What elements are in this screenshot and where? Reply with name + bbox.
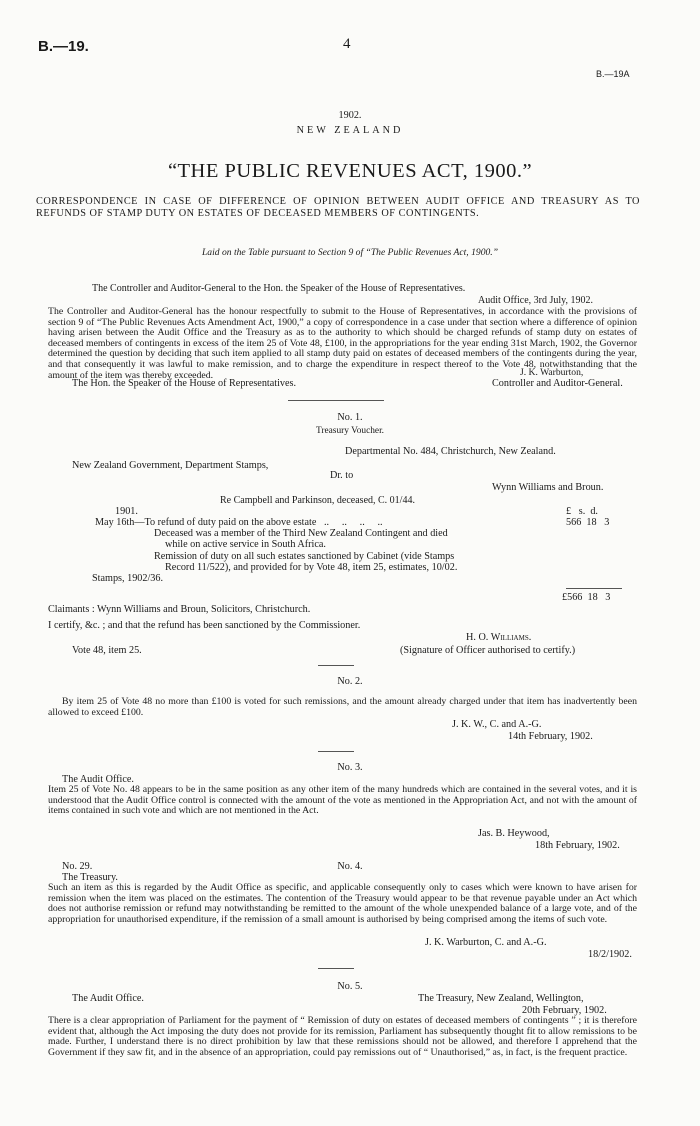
no4-number: No. 4. bbox=[337, 861, 363, 872]
year: 1902. bbox=[338, 110, 362, 121]
no1-year: 1901. bbox=[115, 506, 138, 517]
no3-date: 18th February, 1902. bbox=[535, 840, 620, 851]
no2-signer: J. K. W., C. and A.-G. bbox=[452, 719, 542, 730]
no1-claimants: Claimants : Wynn Williams and Broun, Solicitors, Christchurch. bbox=[48, 604, 311, 615]
header-left: B.—19. bbox=[38, 38, 89, 55]
no2-body: By item 25 of Vote 48 no more than £100 is voted for such remissions, and the amount already charged under that item has inadvertently been allowed to exceed £100. bbox=[48, 696, 637, 718]
divider bbox=[318, 665, 354, 666]
letter1-body: The Controller and Auditor-General has the honour respectfully to submit to the House of Representatives, in accordance with the provisions of section 9 of “The Public Revenues Acts Amendment Act, 1900,” a copy of correspondence in a case under that section where a difference of opinion having arisen between the Audit Office and the Treasury as as to the authority to which should be charged refunds of stamp duty on estates of deceased members of contingents in excess of the item 25 of Vote 48, £100, in the appropriations for the year ending 31st March, 1902, the Governor determined the question by deciding that such item applied to all stamp duty paid on estates of deceased members of the contingents during the year, and that consequently it was lawful to make remission, and to charge the expenditure in respect thereof to the Vote 48, notwithstanding that the amount of the item was thereby exceeded. bbox=[48, 306, 637, 381]
no4-date: 18/2/1902. bbox=[588, 949, 632, 960]
letter1-signer: J. K. Warburton, bbox=[520, 367, 584, 378]
subtitle: CORRESPONDENCE IN CASE OF DIFFERENCE OF OPINION BETWEEN AUDIT OFFICE AND TREASURY AS TO REFUNDS OF STAMP DUTY ON ESTATES OF DECEASED MEMBERS OF CONTINGENTS. bbox=[36, 196, 640, 219]
no5-body: There is a clear appropriation of Parliament for the payment of “ Remission of duty on estates of deceased members of contingents ” ; it is therefore evident that, although the Act imposing the duty does not provide for its remission, Parliament has subsequently thought fit to allow remissions to be made. Further, I understand there is no direct prohibition by law that these remissions should not be allowed, and therefore I apprehend that the Government if they saw fit, and in the absence of an appropriation, could pay remissions out of “ Unauthorised,” as, in fact, is the frequent practice. bbox=[48, 1015, 637, 1058]
page-number: 4 bbox=[343, 36, 351, 52]
divider bbox=[318, 968, 354, 969]
letter1-place-date: Audit Office, 3rd July, 1902. bbox=[478, 295, 593, 306]
no1-dept-no: Departmental No. 484, Christchurch, New Zealand. bbox=[345, 446, 556, 457]
header-right: B.—19A bbox=[596, 69, 630, 79]
no4-ref: No. 29. bbox=[62, 861, 93, 872]
no5-number: No. 5. bbox=[337, 981, 363, 992]
no1-number: No. 1. bbox=[337, 412, 363, 423]
no1-amount: 566 18 3 bbox=[566, 517, 610, 528]
no5-date: 20th February, 1902. bbox=[522, 1005, 607, 1016]
no1-stamps: Stamps, 1902/36. bbox=[92, 573, 164, 584]
no4-to: The Treasury. bbox=[62, 872, 118, 883]
no2-number: No. 2. bbox=[337, 676, 363, 687]
no1-line3: while on active service in South Africa. bbox=[165, 539, 326, 550]
letter1-addressee: The Hon. the Speaker of the House of Representatives. bbox=[72, 378, 297, 389]
total-rule bbox=[566, 588, 622, 589]
no1-vote: Vote 48, item 25. bbox=[72, 645, 142, 656]
no3-body: Item 25 of Vote No. 48 appears to be in the same position as any other item of the many hundreds which are contained in the several votes, and it is understood that the Audit Office control is connected with the amount of the vote as mentioned in the Appropriation Act, and not with the amount of items contained in such vote and which are not mentioned in the Act. bbox=[48, 784, 637, 817]
no3-to: The Audit Office. bbox=[62, 774, 134, 785]
no1-dr-to: Dr. to bbox=[330, 470, 354, 481]
country: NEW ZEALAND bbox=[296, 125, 404, 136]
divider bbox=[318, 751, 354, 752]
divider bbox=[288, 400, 384, 401]
laid-note: Laid on the Table pursuant to Section 9 of “The Public Revenues Act, 1900.” bbox=[201, 247, 499, 258]
no1-payee: Wynn Williams and Broun. bbox=[492, 482, 604, 493]
no1-line4: Remission of duty on all such estates sanctioned by Cabinet (vide Stamps bbox=[154, 551, 455, 562]
no4-signer: J. K. Warburton, C. and A.-G. bbox=[425, 937, 547, 948]
no1-re: Re Campbell and Parkinson, deceased, C. 01/44. bbox=[220, 495, 415, 506]
no1-signer: H. O. Williams. bbox=[466, 632, 532, 643]
no1-currency: £ s. d. bbox=[566, 506, 598, 517]
no3-signer: Jas. B. Heywood, bbox=[478, 828, 550, 839]
no1-sig-note: (Signature of Officer authorised to certify.) bbox=[400, 645, 576, 656]
letter1-signer-title: Controller and Auditor-General. bbox=[492, 378, 623, 389]
no2-date: 14th February, 1902. bbox=[508, 731, 593, 742]
no1-line5: Record 11/522), and provided for by Vote 48, item 25, estimates, 10/02. bbox=[165, 562, 458, 573]
letter1-heading: The Controller and Auditor-General to the Hon. the Speaker of the House of Representatives. bbox=[92, 283, 466, 294]
no1-line2: Deceased was a member of the Third New Zealand Contingent and died bbox=[154, 528, 448, 539]
no1-certify: I certify, &c. ; and that the refund has been sanctioned by the Commissioner. bbox=[48, 620, 361, 631]
no3-number: No. 3. bbox=[337, 762, 363, 773]
no1-total: £566 18 3 bbox=[562, 592, 611, 603]
no1-date-line: May 16th—To refund of duty paid on the above estate .. .. .. .. bbox=[95, 517, 383, 528]
no1-heading: Treasury Voucher. bbox=[315, 426, 385, 436]
no5-to: The Audit Office. bbox=[72, 993, 144, 1004]
no1-govt: New Zealand Government, Department Stamps, bbox=[72, 460, 269, 471]
no5-place: The Treasury, New Zealand, Wellington, bbox=[418, 993, 584, 1004]
act-title: “THE PUBLIC REVENUES ACT, 1900.” bbox=[167, 160, 533, 182]
no4-body: Such an item as this is regarded by the Audit Office as specific, and applicable consequently only to cases which were known to have arisen for remission when the item was placed on the estimates. The contention of the Treasury would appear to be that revenue payable under an Act which does not authorise remission or refund may notwithstanding be remitted to the amount of the whole unexpended balance of a large vote, and of the appropriation for unauthorised expenditure, if the remission of a small amount is authorised by being comprised among the items of such vote. bbox=[48, 882, 637, 925]
